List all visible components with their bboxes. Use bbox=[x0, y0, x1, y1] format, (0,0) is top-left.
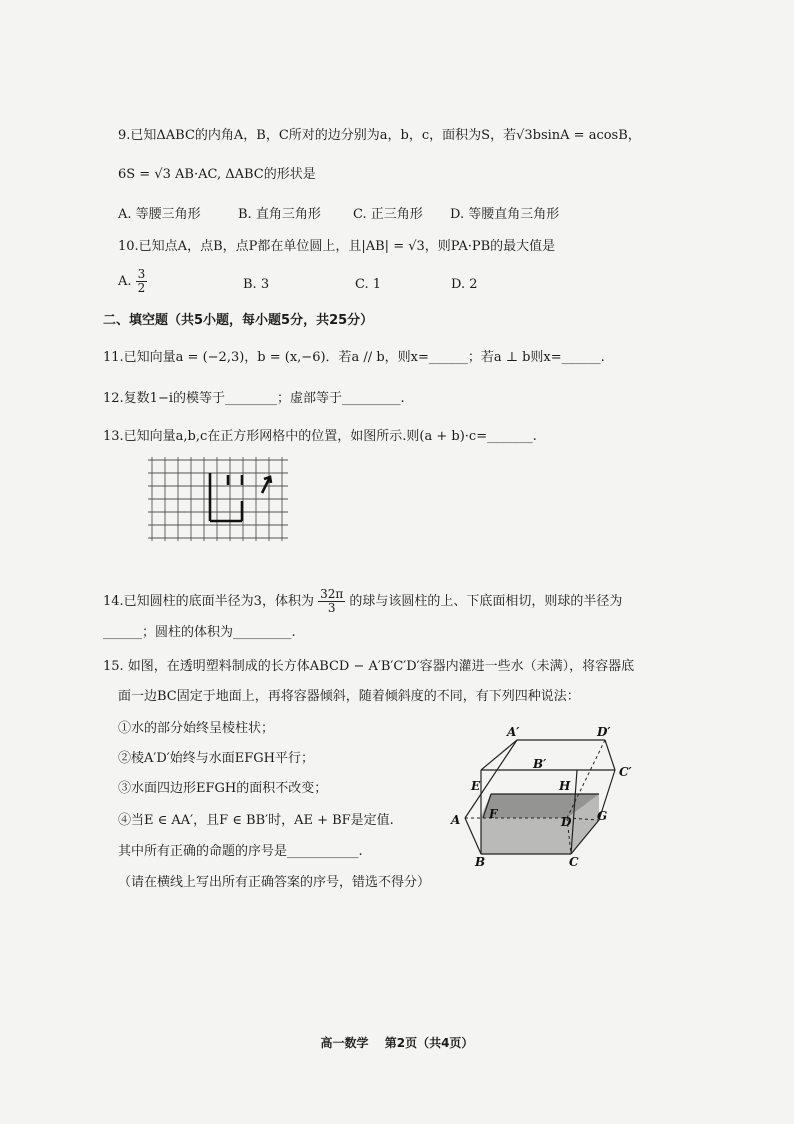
q15-line2: 面一边BC固定于地面上，再将容器倾斜，随着倾斜度的不同，有下列四种说法： bbox=[118, 689, 580, 704]
label-g: G bbox=[597, 809, 608, 823]
q10-option-a-numerator: 3 bbox=[137, 267, 146, 281]
q15-item-2: ②棱A′D′始终与水面EFGH平行； bbox=[118, 751, 314, 766]
page-footer: 高一数学 第2页（共4页） bbox=[320, 1036, 474, 1050]
label-c-prime: C′ bbox=[619, 765, 632, 779]
q10-option-d: D. 2 bbox=[451, 277, 478, 292]
q10-option-c: C. 1 bbox=[355, 277, 382, 292]
label-c: C bbox=[569, 855, 579, 867]
q9-line1: 9.已知ΔABC的内角A，B，C所对的边分别为a，b，c，面积为S，若√3bsinA = acosB， bbox=[118, 128, 641, 143]
vector-grid-figure bbox=[138, 455, 298, 545]
q10-line: 10.已知点A，点B，点P都在单位圆上，且|AB| = √3，则PA·PB的最大值是 bbox=[118, 239, 556, 254]
q14-fraction-numerator: 32π bbox=[320, 587, 344, 601]
label-f: F bbox=[489, 807, 498, 821]
q15-item-3: ③水面四边形EFGH的面积不改变； bbox=[118, 781, 328, 796]
q15-line1: 15. 如图，在透明塑料制成的长方体ABCD − A′B′C′D′容器内灌进一些水（未满），将容器底 bbox=[103, 659, 635, 674]
label-d-prime: D′ bbox=[597, 725, 611, 739]
q9-option-a: A. 等腰三角形 bbox=[118, 207, 201, 222]
q15-item-4: ④当E ∈ AA′，且F ∈ BB′时，AE + BF是定值. bbox=[118, 813, 394, 828]
q11-line: 11.已知向量a = (−2,3)，b = (x,−6)．若a // b，则x=______；若a ⊥ b则x=______. bbox=[103, 350, 605, 365]
label-e: E bbox=[471, 779, 481, 793]
label-a-prime: A′ bbox=[507, 725, 520, 739]
q10-option-b: B. 3 bbox=[243, 277, 270, 292]
q9-option-b: B. 直角三角形 bbox=[238, 207, 321, 222]
q9-option-c: C. 正三角形 bbox=[353, 207, 423, 222]
q14-fraction bbox=[318, 588, 345, 615]
label-b-prime: B′ bbox=[533, 757, 547, 771]
q15-note: （请在横线上写出所有正确答案的序号，错选不得分） bbox=[118, 875, 431, 890]
q15-item-1: ①水的部分始终呈棱柱状； bbox=[118, 721, 275, 736]
q9-line2: 6S = √3 AB·AC, ΔABC的形状是 bbox=[118, 167, 316, 182]
q14-line2: ______；圆柱的体积为_________. bbox=[103, 625, 296, 640]
q10-option-a bbox=[118, 268, 147, 295]
q9-option-d: D. 等腰直角三角形 bbox=[450, 207, 560, 222]
q14-line1-end: 的球与该圆柱的上、下底面相切，则球的半径为 bbox=[349, 594, 623, 609]
label-d: D bbox=[561, 815, 572, 829]
q14-line1 bbox=[103, 588, 622, 615]
q14-line1-start: 14.已知圆柱的底面半径为3，体积为 bbox=[103, 594, 314, 609]
label-a: A bbox=[451, 813, 461, 827]
q14-fraction-denominator: 3 bbox=[327, 601, 336, 615]
label-b: B bbox=[475, 855, 486, 867]
prism-figure bbox=[445, 722, 645, 867]
q10-option-a-label: A. bbox=[118, 274, 132, 289]
q10-option-a-denominator: 2 bbox=[137, 281, 146, 295]
label-h: H bbox=[559, 779, 571, 793]
q12-line: 12.复数1−i的模等于________；虚部等于_________. bbox=[103, 391, 405, 406]
q13-line: 13.已知向量a,b,c在正方形网格中的位置，如图所示.则(a + b)·c=_______. bbox=[103, 429, 537, 444]
section-title: 二、填空题（共5小题，每小题5分，共25分） bbox=[103, 313, 374, 328]
q15-question: 其中所有正确的命题的序号是___________. bbox=[118, 844, 363, 859]
q10-option-a-fraction bbox=[136, 268, 148, 295]
